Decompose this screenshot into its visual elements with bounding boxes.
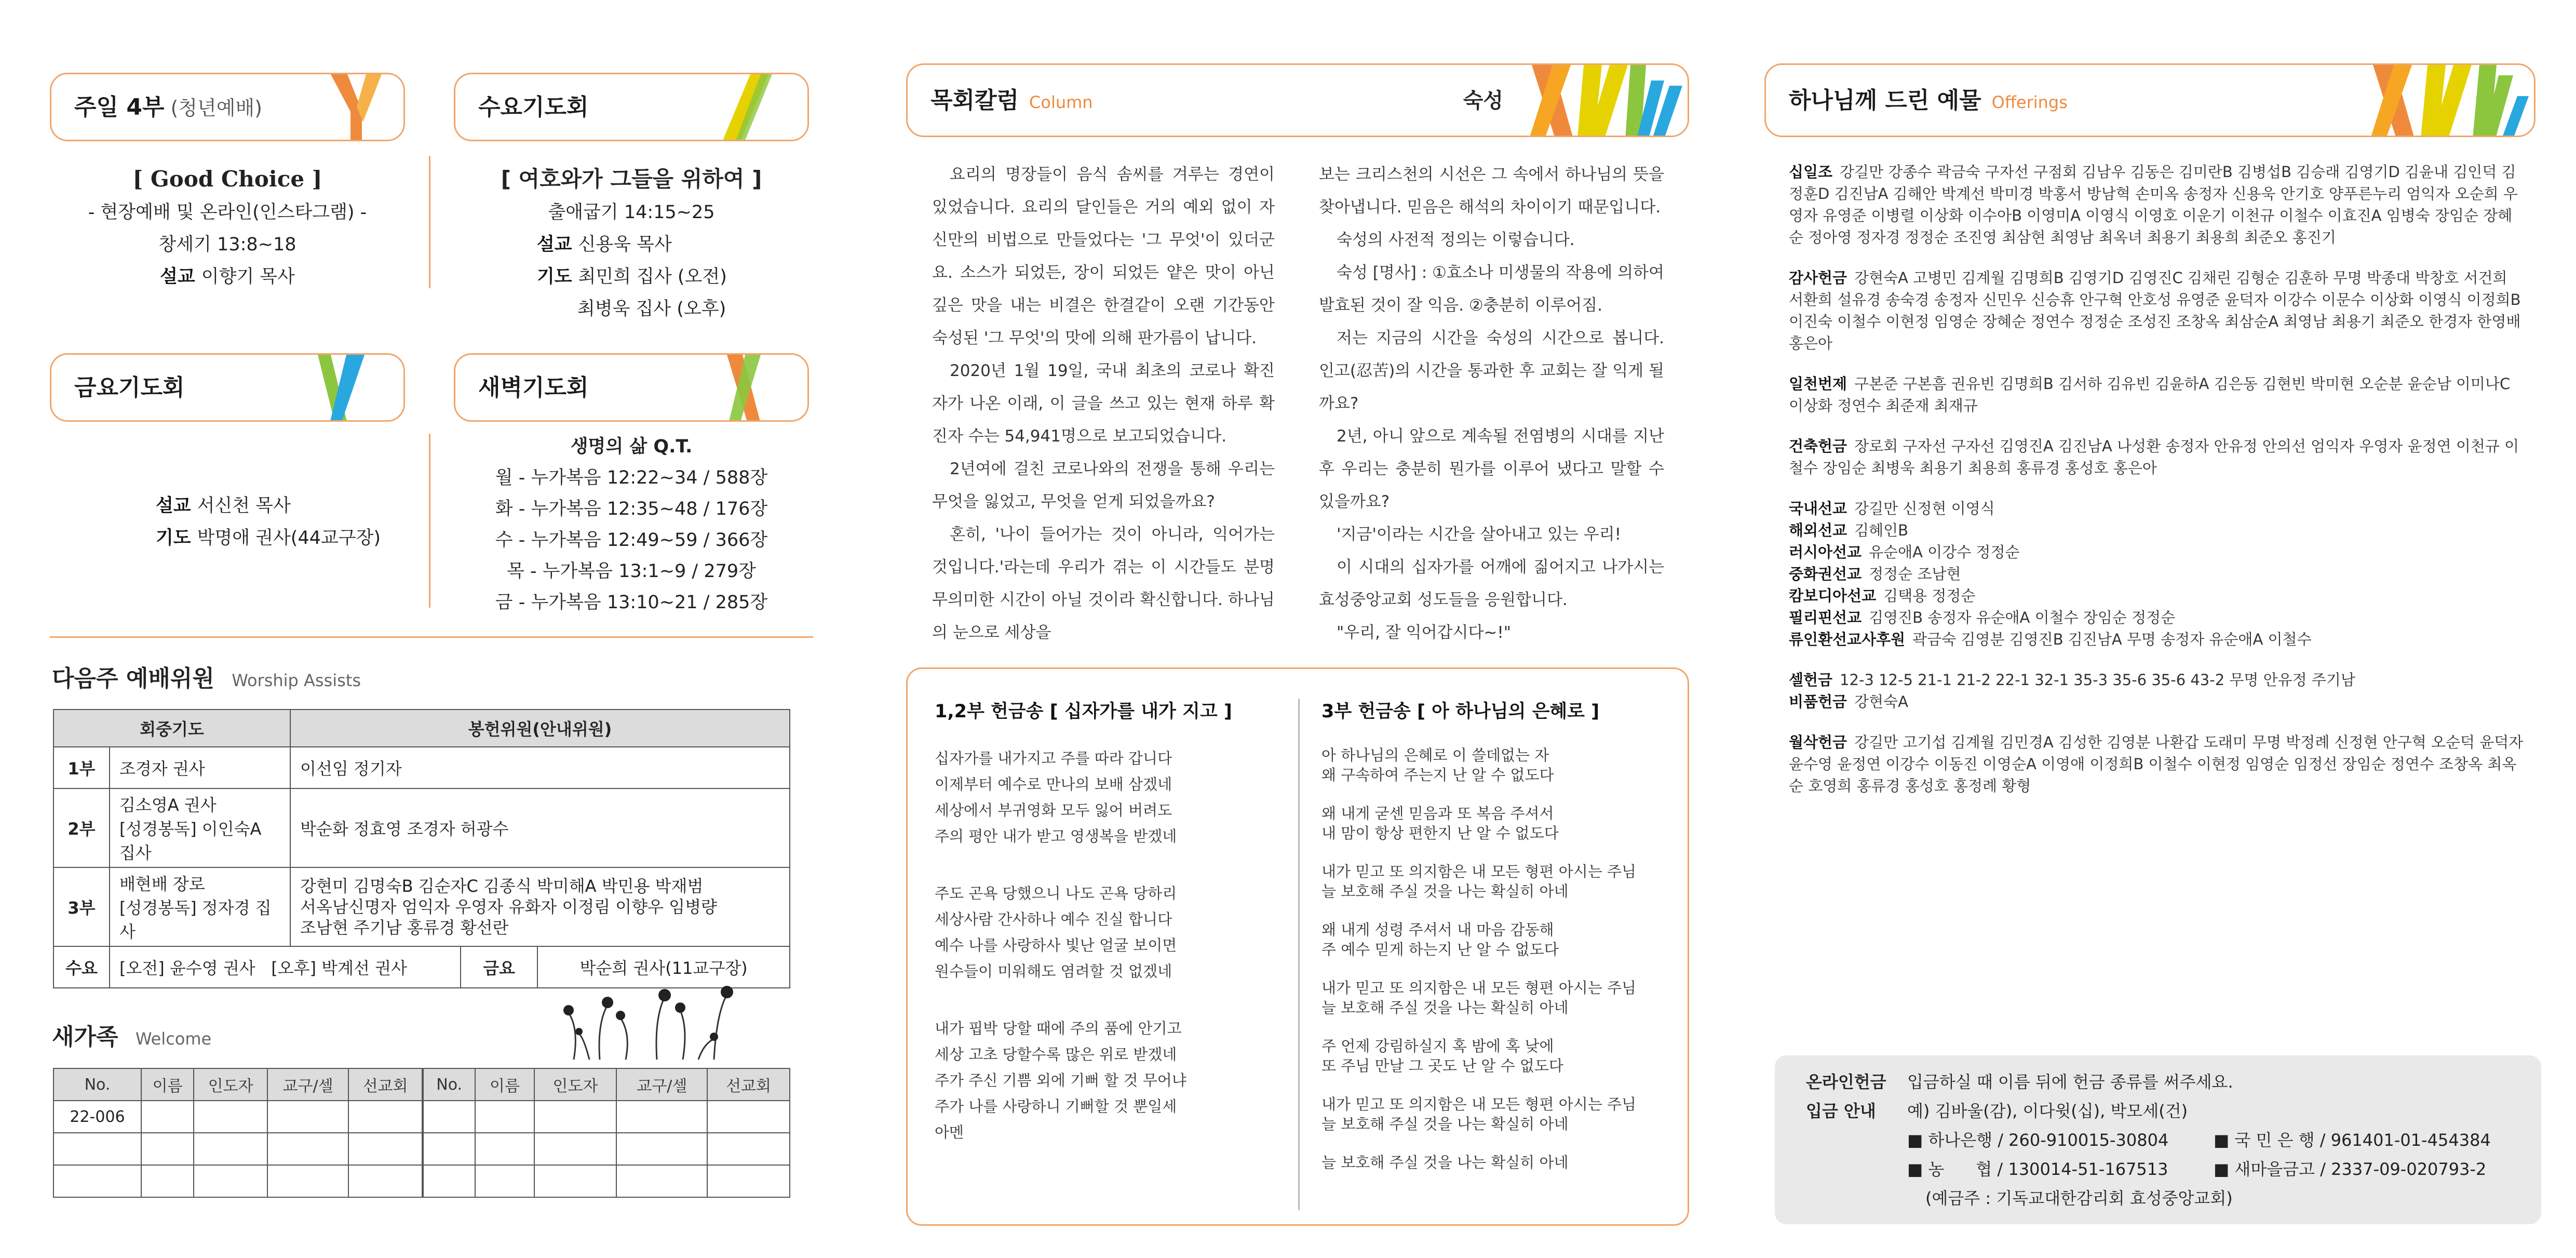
col-header: 선교회 (707, 1068, 790, 1101)
column-paragraph: 2020년 1월 19일, 국내 최초의 코로나 확진자가 나온 이래, 이 글을 쓰고 있는 현재 하루 확진자 수는 54,941명으로 보고되었습니다. (932, 362, 1275, 446)
sunday4-preacher-label: 설교 (160, 266, 195, 287)
hymn-line: 내 맘이 항상 편한지 난 알 수 없도다 (1321, 824, 1559, 842)
hymn-line: 왜 구속하여 주는지 난 알 수 없도다 (1321, 766, 1554, 784)
offering-names: 곽금숙 김영분 김영진B 김진남A 무명 송정자 유순애A 이철수 (1912, 631, 2312, 648)
hymn-line: 늘 보호해 주실 것을 나는 확실히 아네 (1321, 999, 1569, 1016)
hymn-line: 주 예수 믿게 하는지 난 알 수 없도다 (1321, 941, 1559, 958)
column-paragraph: 요리의 명장들이 음식 솜씨를 겨루는 경연이 있었습니다. 요리의 달인들은 거의 예외 없이 자신만의 비법으로 만들었다는 '그 무엇'이 있더군요. 소스가 되었든, 장이 되었든 얕은 맛이 아닌 깊은 맛을 내는 비결은 한결같이 오랜 기간동안 숙성된 '그 무엇'의 맛에 의해 판가름이 납니다. (932, 165, 1275, 347)
reader-name: [성경봉독] 이인숙A 집사 (119, 819, 262, 863)
wed-pm: [오후] 박계선 권사 (271, 958, 407, 978)
worship-title-en: Worship Assists (232, 671, 361, 690)
wednesday-header (454, 73, 809, 141)
table-row (423, 1133, 790, 1165)
stripe-decoration-icon (724, 355, 771, 422)
offerings-title: 하나님께 드린 예물 (1789, 87, 1981, 114)
offering-label: 건축헌금 (1789, 437, 1847, 455)
col-header: 선교회 (348, 1068, 422, 1101)
worship-table (53, 709, 790, 988)
offering-label: 일천번제 (1789, 375, 1847, 393)
deposit-label: 입금 안내 (1806, 1101, 1876, 1121)
offering-label: 류인환선교사후원 (1789, 631, 1906, 648)
stripe-decoration-icon (1521, 65, 1688, 137)
offering-names: 김택용 정정순 (1883, 587, 1976, 605)
table-row (53, 788, 790, 867)
offering-names: 강현숙A (1854, 693, 1908, 711)
stripe-decoration-icon (2363, 65, 2534, 137)
offerings-title-en: Offerings (1991, 92, 2068, 112)
col-header: 인도자 (534, 1068, 617, 1101)
hymn-line: 주가 주신 기쁨 외에 기뻐 할 것 무어냐 (935, 1072, 1186, 1089)
bank-account: ■ 국 민 은 행 / 961401-01-454384 (2214, 1130, 2491, 1150)
hymn-line: 주가 나를 사랑하니 기뻐할 것 뿐일세 (935, 1098, 1177, 1115)
column-paragraph: 2년여에 걸친 코로나와의 전쟁을 통해 우리는 무엇을 잃었고, 무엇을 얻게 되었을까요? (932, 460, 1275, 511)
wednesday-prayer2: 최병욱 집사 (오후) (577, 299, 726, 319)
service-label: 2부 (53, 788, 110, 867)
column-paragraph: 숙성 [명사] : ①효소나 미생물의 작용에 의하여 발효된 것이 잘 익음. ②충분히 이루어짐. (1319, 263, 1664, 315)
offering-label: 중화권선교 (1789, 565, 1862, 583)
table-row (53, 747, 790, 788)
dawn-line: 수 - 누가복음 12:49~59 / 366장 (495, 530, 768, 551)
offering-line: 서옥남신명자 엄익자 우영자 유화자 이정림 이향우 임병량 (300, 897, 717, 917)
offering-names: 12-3 12-5 21-1 21-2 22-1 32-1 35-3 35-6 35-6 43-2 무명 안유정 주기남 (1840, 671, 2355, 689)
wednesday-prayer1: 최민희 집사 (오전) (578, 266, 727, 287)
hymn-line: 주의 평안 내가 받고 영생복을 받겠네 (935, 827, 1177, 845)
newfamily-title (52, 1018, 211, 1051)
hymn-line: 세상사람 간사하나 예수 진실 합니다 (935, 911, 1172, 928)
column-paragraph: 2년, 아니 앞으로 계속될 전염병의 시대를 지난 후 우리는 충분히 뭔가를 이루어 냈다고 말할 수 있을까요? (1319, 427, 1664, 511)
wednesday-preacher: 신용욱 목사 (578, 234, 672, 255)
table-row (53, 1133, 422, 1165)
dawn-line: 화 - 누가복음 12:35~48 / 176장 (495, 499, 768, 519)
offerings-header (1764, 63, 2535, 137)
offering-label: 감사헌금 (1789, 269, 1847, 287)
hymn-stanza (1321, 745, 1675, 785)
bank-account: ■ 농 협 / 130014-51-167513 (1907, 1159, 2168, 1179)
vertical-divider (429, 434, 430, 608)
stripe-decoration-icon (719, 74, 776, 141)
offering-names: 강현숙A 고병민 김계월 김명희B 김영기D 김영진C 김채린 김형순 김훈하 무명 박종대 박창호 서건희 서환희 설유경 송숙경 송정자 신민우 신승휴 안구혁 안호성 유영준 윤덕자 이강수 이문수 이상화 이영식 이정희B 이진숙 이철수 이현정 임영순 장혜순 정연수 정정순 조성진 조창옥 최삼순A 최영남 최용기 최준오 한경자 한영배 홍은아 (1789, 269, 2521, 352)
sunday4-title: 주일 4부 (74, 94, 165, 121)
column-paragraph: 이 시대의 십자가를 어깨에 짊어지고 나가시는 효성중앙교회 성도들을 응원합니다. (1319, 558, 1664, 609)
service-label: 1부 (53, 747, 110, 788)
hymn-stanza (935, 880, 1288, 984)
offering-group (1789, 267, 2526, 354)
column-paragraph: '지금'이라는 시간을 살아내고 있는 우리! (1337, 525, 1622, 544)
wed-label: 수요 (53, 946, 110, 988)
friday-preacher: 서신천 목사 (197, 496, 291, 516)
wednesday-title: 수요기도회 (478, 94, 589, 121)
hymn-line: 아 하나님의 은혜로 이 쓸데없는 자 (1321, 746, 1549, 764)
hymn-right (1321, 699, 1675, 1172)
sunday4-section (50, 162, 405, 293)
column-title: 목회칼럼 (930, 87, 1019, 114)
offering-label: 국내선교 (1789, 500, 1847, 517)
hymn-stanza (935, 745, 1288, 849)
sunday4-sermon-title: [ Good Choice ] (132, 166, 322, 192)
offering-label: 러시아선교 (1789, 543, 1862, 561)
hymn-left (935, 699, 1288, 1176)
col-header: 이름 (475, 1068, 534, 1101)
offering-group (1789, 373, 2526, 417)
hymn-left-title: 1,2부 헌금송 [ 십자가를 내가 지고 ] (935, 701, 1232, 722)
table-row (423, 1165, 790, 1197)
offering-names: 구본준 구본흠 권유빈 김명희B 김서하 김유빈 김윤하A 김은동 김현빈 박미현 오순분 윤순남 이미나C 이상화 정연수 최준재 최재규 (1789, 375, 2511, 414)
offering-names: 강길만 고기섭 김계월 김민경A 김성한 김영분 나환갑 도래미 무명 박정례 신정현 안구혁 오순덕 윤덕자 윤수영 윤정연 이강수 이동진 이영순A 이영애 이정희B 이철수 이현정 임영순 임정선 장임순 정연수 조창옥 최옥순 호영희 홍류경 홍성호 홍정례 황형 (1789, 733, 2524, 795)
worship-title-text: 다음주 예배위원 (52, 665, 214, 692)
friday-title: 금요기도회 (74, 374, 185, 401)
column-paragraph: 보는 크리스천의 시선은 그 속에서 하나님의 뜻을 찾아냅니다. 믿음은 해석의 차이이기 때문입니다. (1319, 165, 1664, 217)
wed-am: [오전] 윤수영 권사 (119, 958, 255, 978)
column-paragraph: 숙성의 사전적 정의는 이렇습니다. (1337, 231, 1575, 249)
hymn-line: 늘 보호해 주실 것을 나는 확실히 아네 (1321, 1154, 1569, 1171)
offering-group (1789, 435, 2526, 479)
stripe-decoration-icon (315, 355, 372, 422)
column-title-en: Column (1029, 92, 1093, 112)
col-header: 인도자 (194, 1068, 267, 1101)
col-header: 교구/셀 (267, 1068, 348, 1101)
hymn-stanza (1321, 978, 1675, 1018)
wednesday-time: 출애굽기 14:15~25 (548, 202, 715, 223)
hymn-line: 왜 내게 굳센 믿음과 또 복음 주셔서 (1321, 805, 1554, 822)
column-right-text (1319, 158, 1664, 649)
newfamily-title-text: 새가족 (52, 1024, 118, 1050)
hymn-stanza (1321, 804, 1675, 843)
hymn-line: 늘 보호해 주실 것을 나는 확실히 아네 (1321, 1115, 1569, 1133)
hymn-stanza (1321, 920, 1675, 959)
hymn-line: 내가 믿고 또 의지함은 내 모든 형편 아시는 주님 (1321, 1095, 1637, 1113)
col-header: No. (53, 1068, 141, 1101)
friday-prayer-label: 기도 (156, 528, 191, 548)
friday-section (156, 490, 384, 554)
fri-label: 금요 (461, 946, 537, 988)
hymn-line: 내가 핍박 당할 때에 주의 품에 안기고 (935, 1020, 1182, 1037)
offering-names: 강길만 강종수 곽금숙 구자선 구점회 김남우 김동은 김미란B 김병섭B 김승래 김영기D 김윤내 김인덕 김정훈D 김진남A 김해안 박계선 박미경 박홍서 방남혁 손미옥 송정자 신용욱 안기호 양푸른누리 엄익자 오순희 우영자 유영준 이병렬 이상화 이수아B 이영미A 이영식 이영호 이운기 이천규 이철수 이효진A 임병숙 장임순 장혜순 정아영 정자경 정정순 조진영 최삼현 최영남 최옥녀 최용기 최용희 최준오 홍진기 (1789, 163, 2518, 246)
table-row (53, 1165, 422, 1197)
offering-cell: 박순화 정효영 조경자 허광수 (290, 788, 790, 867)
prayer-cell (110, 788, 290, 867)
offering-label: 셀헌금 (1789, 671, 1833, 689)
deposit-example: 예) 김바울(감), 이다윗(십), 박모세(건) (1907, 1101, 2188, 1121)
column-topic: 숙성 (1463, 89, 1503, 113)
flower-illustration-icon (558, 982, 745, 1060)
offering-line: 조남현 주기남 홍류경 황선란 (300, 918, 509, 938)
sunday4-scripture: 창세기 13:8~18 (158, 234, 296, 255)
offering-line: 강현미 김명숙B 김순자C 김종식 박미해A 박민용 박재범 (300, 876, 704, 896)
horizontal-divider (50, 636, 813, 638)
no-cell: 22-006 (53, 1101, 141, 1133)
hymn-stanza (1321, 1094, 1675, 1134)
hymn-line: 세상 고초 당할수록 많은 위로 받겠네 (935, 1046, 1177, 1063)
newfamily-table-right (423, 1068, 790, 1198)
offering-label: 십일조 (1789, 163, 1833, 181)
hymn-line: 주 언제 강림하실지 혹 밤에 혹 낮에 (1321, 1037, 1554, 1055)
hymn-divider (1298, 699, 1300, 1210)
offering-label: 캄보디아선교 (1789, 587, 1877, 605)
offering-label: 월삭헌금 (1789, 733, 1847, 751)
offering-names: 장로회 구자선 구자선 김영진A 김진남A 나성환 송정자 안유정 안의선 엄익자 우영자 윤정연 이천규 이철수 장임순 최병욱 최용기 최용희 홍류경 홍성호 홍은아 (1789, 437, 2519, 477)
wednesday-preacher-label: 설교 (537, 234, 572, 255)
friday-header (50, 353, 405, 422)
table-header-row (53, 710, 790, 747)
offering-label: 필리핀선교 (1789, 609, 1862, 626)
offering-names: 강길만 신정현 이영식 (1854, 500, 1995, 517)
prayer-name: 김소영A 권사 (119, 795, 217, 815)
column-paragraph: "우리, 잘 익어갑시다~!" (1337, 623, 1512, 642)
hymn-line: 늘 보호해 주실 것을 나는 확실히 아네 (1321, 882, 1569, 900)
table-header-row (53, 1068, 422, 1101)
newfamily-table-left (53, 1068, 423, 1198)
wed-cell (110, 946, 461, 988)
hymn-line: 원수들이 미워해도 염려할 것 없겠네 (935, 962, 1172, 980)
hymn-line: 십자가를 내가지고 주를 따라 갑니다 (935, 750, 1172, 767)
offering-names: 정정순 조남현 (1869, 565, 1961, 583)
offering-names: 김영진B 송정자 유순애A 이철수 장임순 정정순 (1869, 609, 2176, 626)
hymn-line: 세상에서 부귀영화 모두 잃어 버려도 (935, 801, 1172, 819)
dawn-header (454, 353, 809, 422)
hymn-stanza (1321, 862, 1675, 901)
table-row (53, 867, 790, 946)
hymn-line: 내가 믿고 또 의지함은 내 모든 형편 아시는 주님 (1321, 863, 1637, 880)
offering-group (1789, 161, 2526, 248)
col-header: 이름 (141, 1068, 194, 1101)
dawn-line: 월 - 누가복음 12:22~34 / 588장 (495, 467, 768, 488)
hymn-line: 이제부터 예수로 만나의 보배 삼겠네 (935, 775, 1172, 793)
service-label: 3부 (53, 867, 110, 946)
table-row (53, 1101, 422, 1133)
wednesday-section (454, 162, 809, 325)
hymn-line: 주도 곤욕 당했으니 나도 곤욕 당하리 (935, 885, 1177, 902)
offering-group-mission (1789, 498, 2526, 650)
offering-cell (290, 867, 790, 946)
worship-title (52, 660, 361, 693)
hymn-line: 내가 믿고 또 의지함은 내 모든 형편 아시는 주님 (1321, 979, 1637, 997)
table-header-row (423, 1068, 790, 1101)
table-row (423, 1101, 790, 1133)
table-header: 봉헌위원(안내위원) (290, 710, 790, 747)
column-paragraph: 혼히, '나이 들어가는 것이 아니라, 익어가는 것입니다.'라는데 우리가 겪는 이 시간들도 분명 무의미한 시간이 아닐 것이라 확신합니다. 하나님의 눈으로 세상을 (932, 525, 1275, 642)
offering-names: 유순애A 이강수 정정순 (1869, 543, 2020, 561)
prayer-name: 배현배 장로 (119, 874, 205, 894)
offering-group (1789, 731, 2526, 797)
vertical-divider (429, 156, 430, 288)
column-header (906, 63, 1689, 137)
hymn-stanza (1321, 1153, 1675, 1172)
dawn-section (454, 431, 809, 618)
hymn-line: 왜 내게 성령 주셔서 내 마음 감동해 (1321, 921, 1554, 939)
wednesday-sermon-title: [ 여호와가 그들을 위하여 ] (501, 166, 762, 192)
online-label: 온라인헌금 (1806, 1072, 1886, 1092)
column-left-text (932, 158, 1275, 649)
newfamily-title-en: Welcome (135, 1029, 212, 1049)
dawn-qt: 생명의 삶 Q.T. (570, 436, 693, 457)
bank-account: ■ 하나은행 / 260-910015-30804 (1907, 1130, 2169, 1150)
sunday4-header (50, 73, 405, 141)
sunday4-preacher: 이향기 목사 (201, 266, 295, 287)
wednesday-prayer-label: 기도 (537, 266, 572, 287)
hymn-line: 또 주님 만날 그 곳도 난 알 수 없도다 (1321, 1057, 1563, 1075)
offering-label: 비품헌금 (1789, 693, 1847, 711)
hymn-stanza (935, 1015, 1288, 1145)
column-paragraph: 저는 지금의 시간을 숙성의 시간으로 봅니다. 인고(忍苦)의 시간을 통과한 후 교회는 잘 익게 될까요? (1319, 329, 1664, 413)
hymn-stanza (1321, 1036, 1675, 1076)
online-offering-info (1775, 1055, 2541, 1224)
online-text: 입금하실 때 이름 뒤에 헌금 종류를 써주세요. (1907, 1072, 2233, 1092)
friday-prayer: 박명애 권사(44교구장) (197, 528, 381, 548)
dawn-title: 새벽기도회 (478, 374, 589, 401)
prayer-cell (110, 867, 290, 946)
offering-group-cell (1789, 669, 2526, 713)
friday-preacher-label: 설교 (156, 496, 191, 516)
sunday4-subtitle: (청년예배) (170, 97, 262, 119)
table-header: 회중기도 (53, 710, 290, 747)
account-holder: (예금주 : 기독교대한감리회 효성중앙교회) (1925, 1188, 2233, 1208)
stripe-decoration-icon (320, 74, 388, 141)
hymn-right-title: 3부 헌금송 [ 아 하나님의 은혜로 ] (1321, 701, 1600, 722)
bank-account: ■ 새마을금고 / 2337-09-020793-2 (2214, 1159, 2487, 1179)
offering-label: 해외선교 (1789, 521, 1847, 539)
dawn-line: 금 - 누가복음 13:10~21 / 285장 (495, 592, 768, 613)
sunday4-line1: - 현장예배 및 온라인(인스타그램) - (88, 202, 367, 223)
offering-cell: 이선임 정기자 (290, 747, 790, 788)
offering-names: 김혜인B (1854, 521, 1908, 539)
offerings-list (1789, 161, 2526, 815)
hymn-line: 아멘 (935, 1123, 964, 1141)
col-header: 교구/셀 (616, 1068, 707, 1101)
fri-cell: 박순희 권사(11교구장) (537, 946, 790, 988)
dawn-line: 목 - 누가복음 13:1~9 / 279장 (507, 561, 756, 582)
col-header: No. (423, 1068, 475, 1101)
hymn-line: 예수 나를 사랑하사 빛난 얼굴 보이면 (935, 936, 1177, 954)
reader-name: [성경봉독] 정자경 집사 (119, 898, 272, 942)
prayer-cell: 조경자 권사 (110, 747, 290, 788)
